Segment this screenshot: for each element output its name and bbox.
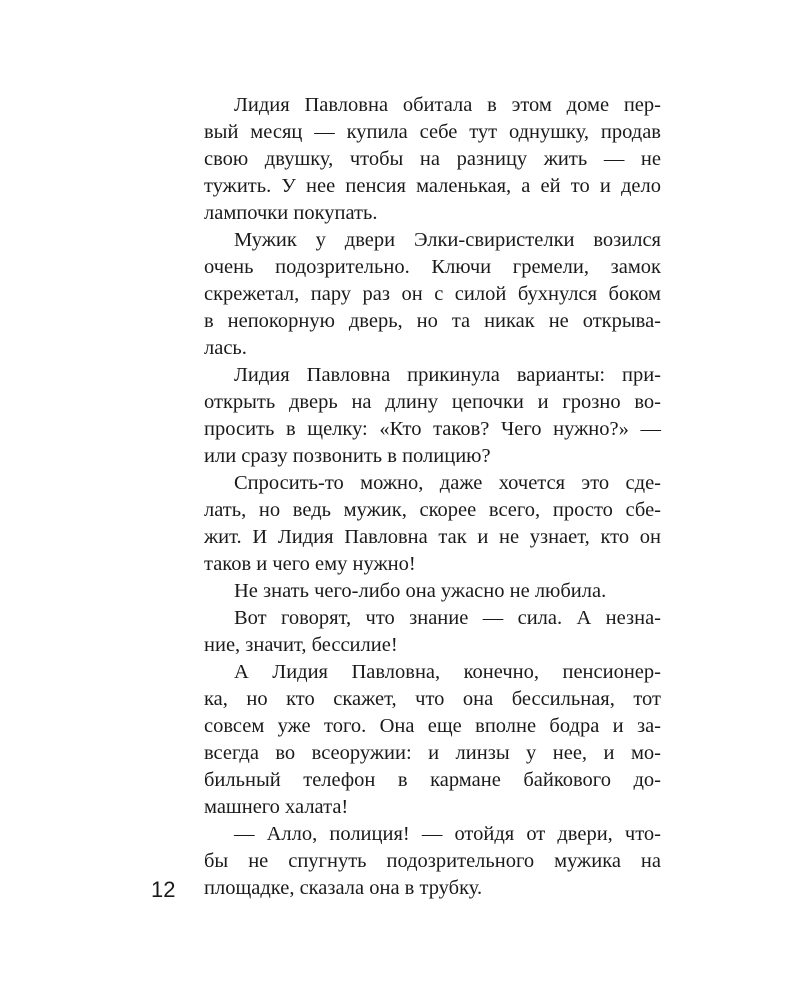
text-line: Мужик у двери Элки-свиристелки возился	[234, 229, 661, 251]
text-line: площадке, сказала она в трубку.	[204, 877, 483, 899]
body-text	[204, 92, 661, 902]
text-line: лампочки покупать.	[204, 202, 378, 224]
text-line: — Алло, полиция! — отойдя от двери, что-	[234, 823, 661, 845]
text-line: машнего халата!	[204, 796, 349, 818]
text-line: Не знать чего-либо она ужасно не любила.	[234, 580, 607, 602]
text-line: или сразу позвонить в полицию?	[204, 445, 491, 467]
text-line: ние, значит, бессилие!	[204, 634, 398, 656]
text-line: Спросить-то можно, даже хочется это сде-	[234, 472, 661, 494]
text-line: открыть дверь на длину цепочки и грозно во-	[204, 391, 661, 413]
text-line: А Лидия Павловна, конечно, пенсионер-	[234, 661, 661, 683]
text-line: очень подозрительно. Ключи гремели, замок	[204, 256, 661, 278]
text-line: жит. И Лидия Павловна так и не узнает, кто он	[204, 526, 661, 548]
text-line: бильный телефон в кармане байкового до-	[204, 769, 661, 791]
text-line: вый месяц — купила себе тут однушку, продав	[204, 121, 661, 143]
text-line: всегда во всеоружии: и линзы у нее, и мо-	[204, 742, 661, 764]
text-line: Вот говорят, что знание — сила. А незна-	[234, 607, 661, 629]
text-line: лать, но ведь мужик, скорее всего, просто сбе-	[204, 499, 661, 521]
text-line: в непокорную дверь, но та никак не открыва-	[204, 310, 661, 332]
text-line: свою двушку, чтобы на разницу жить — не	[204, 148, 661, 170]
text-line: ка, но кто скажет, что она бессильная, тот	[204, 688, 661, 710]
text-line: совсем уже того. Она еще вполне бодра и за-	[204, 715, 661, 737]
text-line: Лидия Павловна обитала в этом доме пер-	[234, 94, 661, 116]
text-line: Лидия Павловна прикинула варианты: при-	[234, 364, 661, 386]
text-line: скрежетал, пару раз он с силой бухнулся боком	[204, 283, 661, 305]
text-line: тужить. У нее пенсия маленькая, а ей то и дело	[204, 175, 661, 197]
text-line: таков и чего ему нужно!	[204, 553, 416, 575]
text-line: лась.	[204, 337, 247, 359]
text-line: просить в щелку: «Кто таков? Чего нужно?» —	[204, 418, 661, 440]
page-number: 12	[151, 877, 176, 902]
text-line: бы не спугнуть подозрительного мужика на	[204, 850, 661, 872]
